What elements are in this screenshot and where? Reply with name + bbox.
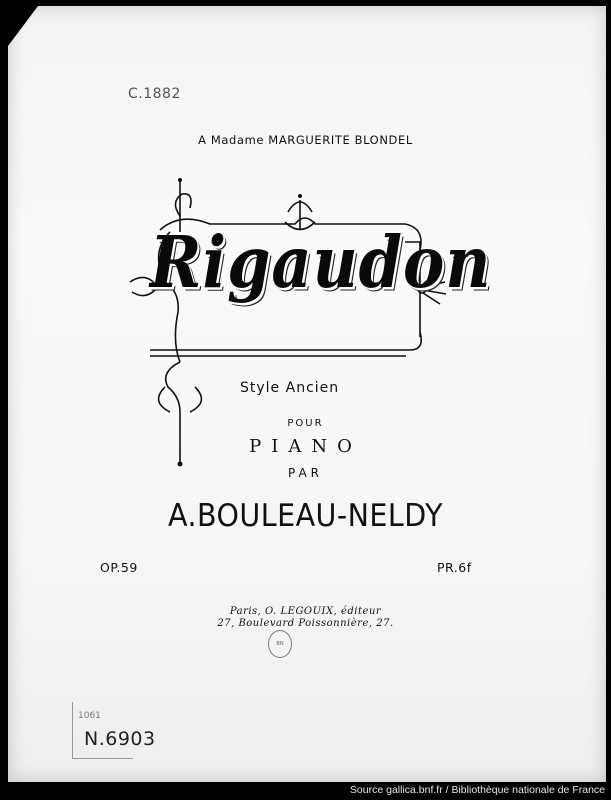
- publisher-line-2: 27, Boulevard Poissonnière, 27.: [217, 618, 394, 629]
- opus-number: OP.59: [100, 560, 138, 575]
- par-label: PAR: [287, 466, 323, 480]
- title: Rigaudon: [150, 220, 492, 305]
- style-subtitle: Style Ancien: [240, 380, 340, 396]
- source-credit: Source gallica.bnf.fr / Bibliothèque nationale de France: [349, 784, 605, 796]
- instrument: PIANO: [249, 436, 362, 457]
- publisher-line-1: Paris, O. LEGOUIX, éditeur: [229, 606, 382, 617]
- pour-label: POUR: [287, 418, 324, 429]
- dedication: A Madame MARGUERITE BLONDEL: [198, 133, 413, 147]
- catalog-number-top: C.1882: [128, 86, 181, 102]
- composer-name: A.BOULEAU-NELDY: [167, 498, 444, 534]
- page-corner: [8, 6, 38, 46]
- catalog-number-bottom: N.6903: [84, 728, 156, 750]
- small-stamp-number: 1061: [78, 711, 101, 721]
- price: PR.6f: [437, 560, 472, 575]
- library-stamp-icon: BN: [268, 630, 292, 658]
